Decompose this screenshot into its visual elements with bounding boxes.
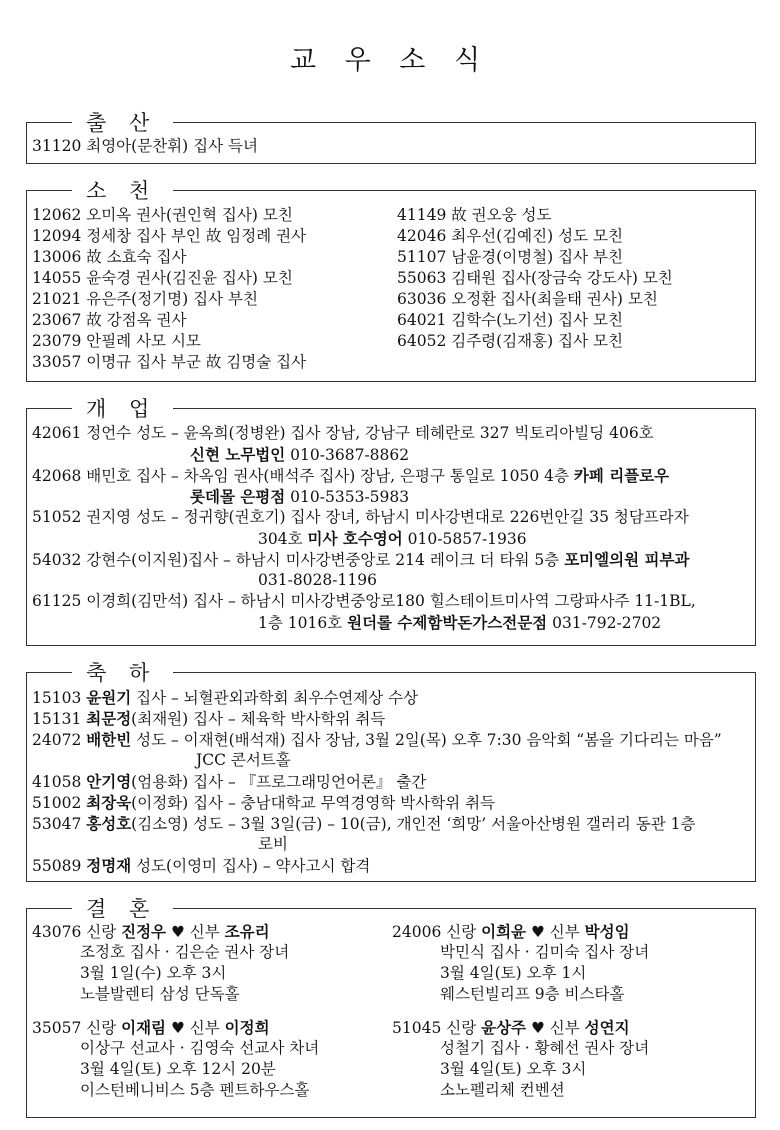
- couple-line: [32, 921, 392, 942]
- opening-detail: 1층 1016호: [258, 614, 348, 632]
- congrats-item: [32, 855, 752, 876]
- member-number: 15103: [32, 689, 87, 707]
- condolence-item: 23067 故 강점옥 권사: [32, 311, 187, 329]
- condolence-left-column: [32, 205, 397, 373]
- business-name: 원더롤 수제함박돈가스전문점: [347, 613, 548, 632]
- opening-detail: 42068 배민호 집사 – 차옥임 권사(배석주 집사) 장남, 은평구 통일로 1050 4층: [32, 467, 574, 485]
- business-name: 미사 호수영어: [307, 529, 403, 548]
- condolence-section: [26, 178, 756, 382]
- congrats-item: [32, 687, 752, 708]
- congrats-detail: (최재원) 집사 – 체육학 박사학위 취득: [131, 710, 386, 728]
- member-number: 15131: [32, 710, 87, 728]
- condolence-item: 64052 김주령(김재홍) 집사 모친: [397, 332, 623, 350]
- congrats-item: [32, 792, 752, 813]
- wedding-venue: 웨스턴빌리프 9층 비스타홀: [440, 985, 625, 1003]
- bride-label: 신부: [549, 1019, 585, 1037]
- wedding-entry: [32, 1017, 392, 1101]
- groom-label: 24006 신랑: [392, 923, 482, 941]
- condolence-right-column: [397, 205, 752, 373]
- opening-section: [26, 396, 756, 646]
- condolence-item: 42046 최우선(김예진) 성도 모친: [397, 227, 623, 245]
- business-name: 신현 노무법인: [190, 445, 286, 464]
- member-number: 24072: [32, 731, 87, 749]
- business-phone: 010-5857-1936: [402, 530, 527, 548]
- member-name: 정명재: [86, 856, 132, 875]
- bride-name: 이정희: [224, 1018, 270, 1037]
- wedding-parents: 이상구 선교사 · 김영숙 선교사 차녀: [80, 1039, 320, 1057]
- condolence-item: 64021 김학수(노기선) 집사 모친: [397, 311, 623, 329]
- congrats-detail: 집사 – 뇌혈관외과학회 최우수연제상 수상: [131, 689, 419, 707]
- member-number: 55089: [32, 857, 87, 875]
- congrats-item: [32, 708, 752, 729]
- member-name: 홍성호: [86, 814, 132, 833]
- groom-label: 43076 신랑: [32, 923, 122, 941]
- member-number: 51002: [32, 794, 87, 812]
- wedding-entry: [392, 921, 752, 1005]
- opening-detail: 54032 강현수(이지원)집사 – 하남시 미사강변중앙로 214 레이크 더 타워 5층: [32, 551, 565, 569]
- member-name: 최장욱: [86, 793, 132, 812]
- wedding-date: 3월 4일(토) 오후 1시: [440, 964, 587, 982]
- wedding-date: 3월 4일(토) 오후 12시 20분: [80, 1060, 276, 1078]
- opening-entry-line: [32, 612, 752, 633]
- member-name: 윤원기: [86, 688, 132, 707]
- couple-line: [392, 921, 752, 942]
- heart-icon: ♥: [166, 1019, 190, 1037]
- heart-icon: ♥: [166, 923, 190, 941]
- wedding-section: [26, 896, 756, 1118]
- condolence-item: 13006 故 소효숙 집사: [32, 248, 187, 266]
- condolence-item: 12094 정세창 집사 부인 故 임정례 권사: [32, 227, 307, 245]
- wedding-venue: 노블발렌티 삼성 단독홀: [80, 985, 240, 1003]
- condolence-item: 12062 오미옥 권사(권인혁 집사) 모친: [32, 206, 293, 224]
- condolence-item: 33057 이명규 집사 부군 故 김명술 집사: [32, 353, 307, 371]
- wedding-row: [32, 921, 752, 1005]
- business-name: 롯데몰 은평점: [190, 487, 286, 506]
- wedding-venue: 소노펠리체 컨벤션: [440, 1081, 565, 1099]
- couple-line: [32, 1017, 392, 1038]
- opening-entry-line: [32, 549, 752, 570]
- opening-entry-line: [32, 465, 752, 486]
- groom-name: 진정우: [121, 922, 167, 941]
- groom-name: 이희윤: [481, 922, 527, 941]
- birth-section: [26, 110, 756, 164]
- bride-label: 신부: [189, 923, 225, 941]
- member-name: 배한빈: [86, 730, 132, 749]
- condolence-item: 55063 김태원 집사(장금숙 강도사) 모친: [397, 269, 673, 287]
- wedding-entry: [32, 921, 392, 1005]
- congrats-item-continued: JCC 콘서트홀: [196, 751, 291, 769]
- condolence-item: 41149 故 권오웅 성도: [397, 206, 552, 224]
- opening-entry-line: 031-8028-1196: [258, 571, 377, 589]
- congrats-section: [26, 660, 756, 882]
- member-name: 안기영: [86, 772, 132, 791]
- page-title: 교 우 소 식: [289, 45, 491, 76]
- condolence-item: 63036 오정환 집사(최을태 권사) 모친: [397, 290, 658, 308]
- heart-icon: ♥: [526, 923, 550, 941]
- member-name: 최문정: [86, 709, 132, 728]
- opening-entry-line: [32, 444, 752, 465]
- opening-entry-line: [32, 486, 752, 507]
- condolence-item: 14055 윤숙경 권사(김진윤 집사) 모친: [32, 269, 293, 287]
- opening-heading: 개 업: [72, 396, 173, 422]
- congrats-item: [32, 729, 752, 750]
- wedding-parents: 박민식 집사 · 김미숙 집사 장녀: [440, 943, 650, 961]
- congrats-detail: (김소영) 성도 – 3월 3일(금) – 10(금), 개인전 ‘희망’ 서울아산병원 갤러리 동관 1층: [131, 815, 696, 833]
- condolence-item: 21021 유은주(정기명) 집사 부친: [32, 290, 258, 308]
- congrats-item-continued: 로비: [258, 835, 288, 853]
- bride-name: 조유리: [224, 922, 270, 941]
- business-name: 카페 리플로우: [573, 466, 670, 485]
- condolence-item: 51107 남윤경(이명철) 집사 부친: [397, 248, 623, 266]
- opening-entry-line: [32, 528, 752, 549]
- wedding-row: [32, 1017, 752, 1101]
- bride-label: 신부: [189, 1019, 225, 1037]
- business-name: 포미엘의원 피부과: [564, 550, 690, 569]
- groom-name: 이재림: [121, 1018, 167, 1037]
- member-number: 41058: [32, 773, 87, 791]
- wedding-parents: 성철기 집사 · 황혜선 권사 장녀: [440, 1039, 650, 1057]
- heart-icon: ♥: [526, 1019, 550, 1037]
- wedding-heading: 결 혼: [72, 896, 173, 922]
- birth-heading: 출 산: [72, 110, 173, 136]
- congrats-detail: (이정화) 집사 – 충남대학교 무역경영학 박사학위 취득: [131, 794, 496, 812]
- congrats-heading: 축 하: [72, 660, 173, 686]
- congrats-item: [32, 813, 752, 834]
- opening-detail: 304호: [258, 530, 308, 548]
- bride-name: 성연지: [584, 1018, 630, 1037]
- business-phone: 010-5353-5983: [285, 488, 410, 506]
- wedding-entry: [392, 1017, 752, 1101]
- business-phone: 010-3687-8862: [285, 446, 410, 464]
- wedding-parents: 조정호 집사 · 김은순 권사 장녀: [80, 943, 290, 961]
- birth-item: 31120 최영아(문찬휘) 집사 득녀: [32, 137, 258, 155]
- opening-entry-line: 42061 정언수 성도 – 윤옥희(정병완) 집사 장남, 강남구 테헤란로 327 빅토리아빌딩 406호: [32, 424, 654, 442]
- condolence-heading: 소 천: [72, 178, 173, 204]
- member-number: 53047: [32, 815, 87, 833]
- opening-entry-line: 51052 권지영 성도 – 정귀향(권호기) 집사 장녀, 하남시 미사강변대로 226번안길 35 청담프라자: [32, 508, 689, 526]
- bride-label: 신부: [549, 923, 585, 941]
- congrats-detail: 성도 – 이재현(배석재) 집사 장남, 3월 2일(목) 오후 7:30 음악회 “봄을 기다리는 마음”: [131, 731, 722, 749]
- condolence-item: 23079 안필례 사모 시모: [32, 332, 201, 350]
- opening-entry-line: 61125 이경희(김만석) 집사 – 하남시 미사강변중앙로180 힐스테이트미사역 그랑파사주 11-1BL,: [32, 592, 696, 610]
- wedding-date: 3월 1일(수) 오후 3시: [80, 964, 227, 982]
- groom-label: 35057 신랑: [32, 1019, 122, 1037]
- congrats-item: [32, 771, 752, 792]
- wedding-venue: 이스턴베니비스 5층 펜트하우스홀: [80, 1081, 310, 1099]
- wedding-date: 3월 4일(토) 오후 3시: [440, 1060, 587, 1078]
- groom-name: 윤상주: [481, 1018, 527, 1037]
- bride-name: 박성임: [584, 922, 630, 941]
- groom-label: 51045 신랑: [392, 1019, 482, 1037]
- couple-line: [392, 1017, 752, 1038]
- business-phone: 031-792-2702: [547, 614, 662, 632]
- congrats-detail: (엄용화) 집사 – 『프로그래밍언어론』 출간: [131, 773, 427, 791]
- congrats-detail: 성도(이영미 집사) – 약사고시 합격: [131, 857, 371, 875]
